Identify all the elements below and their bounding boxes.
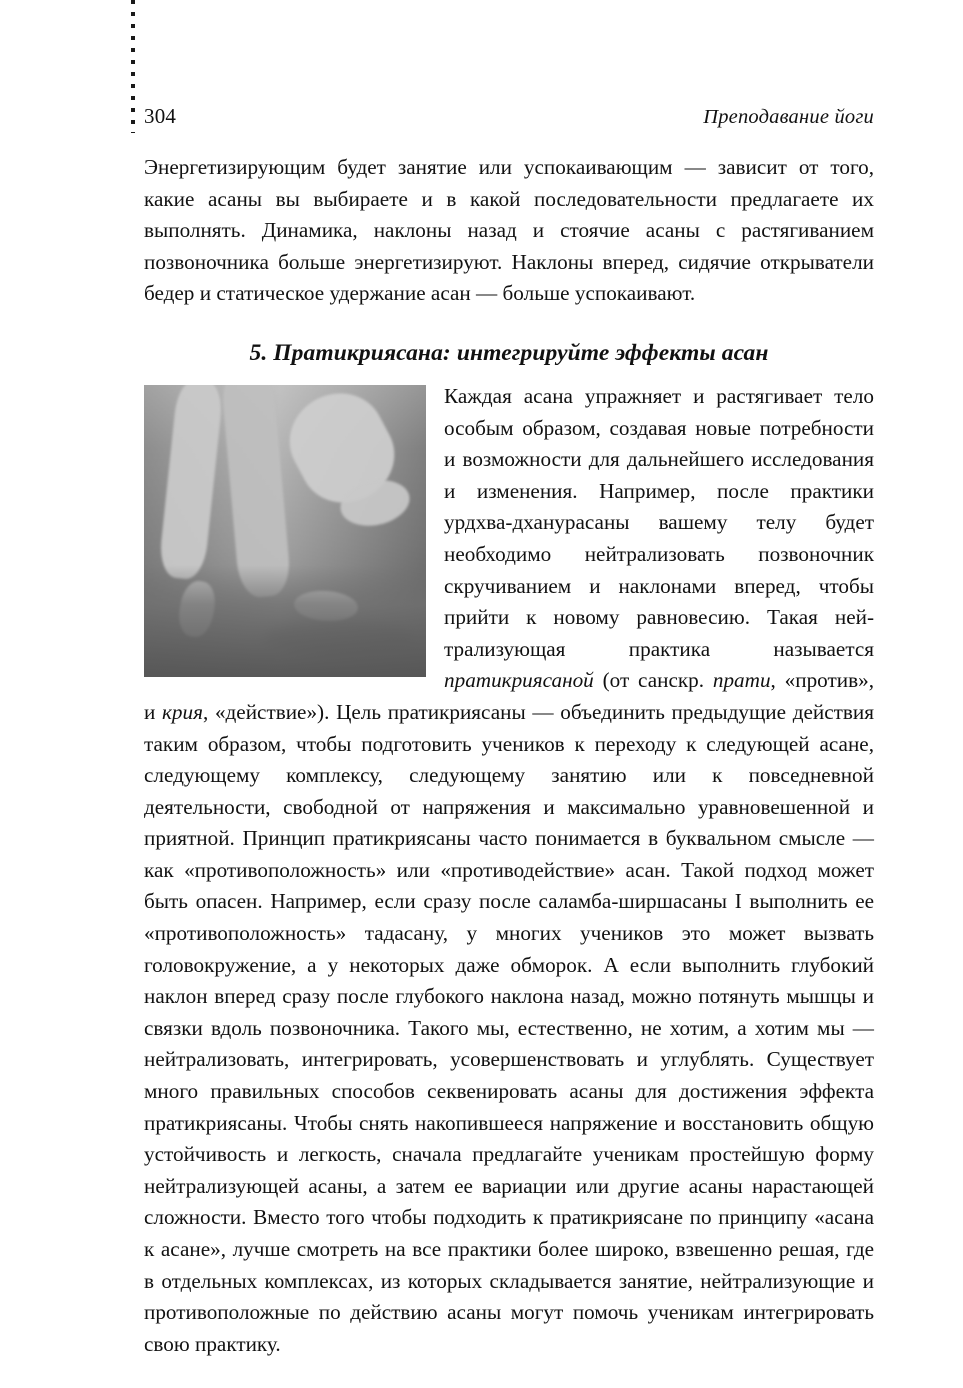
- photo-shadow: [264, 621, 414, 655]
- running-head-title: Преподавание йоги: [703, 106, 874, 128]
- italic-term-pratikriyasana: пратикриясаной: [444, 668, 594, 693]
- text-run: , «действие»). Цель пратикриясаны — объединить предыдущие действия таким образом, чтобы подготовить учеников к переходу к следующей асане, следующему комплексу, следующему занятию или к повседневной деятельности, свободной от напряжения и максимально уравновешенной и приятной. Принцип пратикриясаны часто понимается в буквальном смысле — как «противоположность» или «противодействие» асан. Такой подход может быть опасен. Например, если сразу после саламба-ширшасаны I выполнить ее «противоположность» тадасану, у многих учеников это может вызвать головокружение, а у некоторых даже обморок. А если выполнить глубокий наклон вперед сразу после глубокого наклона назад, можно потянуть мышцы и связки вдоль позвоночника. Такого мы, естественно, не хотим, а хотим мы — нейтрализовать, интегрировать, усовершенствовать и углублять. Существует много правильных способов секвенировать асаны для достижения эффекта пратикриясаны. Чтобы снять накопившееся напряжение и восстановить общую устойчивость и легкость, сначала предлагайте ученикам простейшую форму нейтрализующей асаны, а затем ее вариации или другие асаны нарастающей сложности. Вместо того чтобы подходить к пратикриясане по принципу «асана к асане», лучше смотреть на все практики более широко, взвешенно решая, где в отдельных комплексах, из которых складывается занятие, нейтрализующие и противоположные по действию асаны могут помочь ученикам интегрировать свою практику.: [144, 699, 874, 1356]
- page-number: 304: [144, 104, 177, 128]
- italic-term-prati: прати: [712, 668, 771, 693]
- text-run: Каждая асана упражняет и растягивает тело особым образом, создавая новые потребности и возможности для дальнейшего исследования и изменения. Например, после практики урдхва-дханурасаны вашему телу будет необходимо нейтрализовать позвоночник скручиванием и наклонами вперед, чтобы прийти к новому равновесию. Такая нейтрализующая практика называется: [444, 383, 874, 661]
- text-run: (от санскр.: [593, 668, 713, 693]
- text-run: , «против», и: [144, 668, 874, 724]
- running-head: [144, 104, 874, 129]
- photo-image: [144, 385, 426, 677]
- paragraph-intro: Энергетизирующим будет занятие или успокаивающим — зависит от того, какие асаны вы выбираете и в какой последовательности предлагаете их выполнять. Динамика, наклоны назад и стоячие асаны с растягиванием позвоночника больше энергетизируют. Наклоны вперед, сидячие открыватели бедер и статическое удержание асан — больше успокаивают.: [144, 155, 874, 306]
- photo-shape: [220, 385, 292, 599]
- section-heading: 5. Пратикриясана: интегрируйте эффекты асан: [249, 339, 769, 366]
- photo-shape: [293, 589, 359, 623]
- margin-dotted-rule: [131, 0, 135, 133]
- yoga-forward-bend-photo: [144, 385, 426, 677]
- photo-shape: [158, 385, 225, 581]
- italic-term-kriya: крия: [162, 699, 203, 724]
- photo-shape: [175, 578, 218, 639]
- page-content: [144, 152, 874, 1360]
